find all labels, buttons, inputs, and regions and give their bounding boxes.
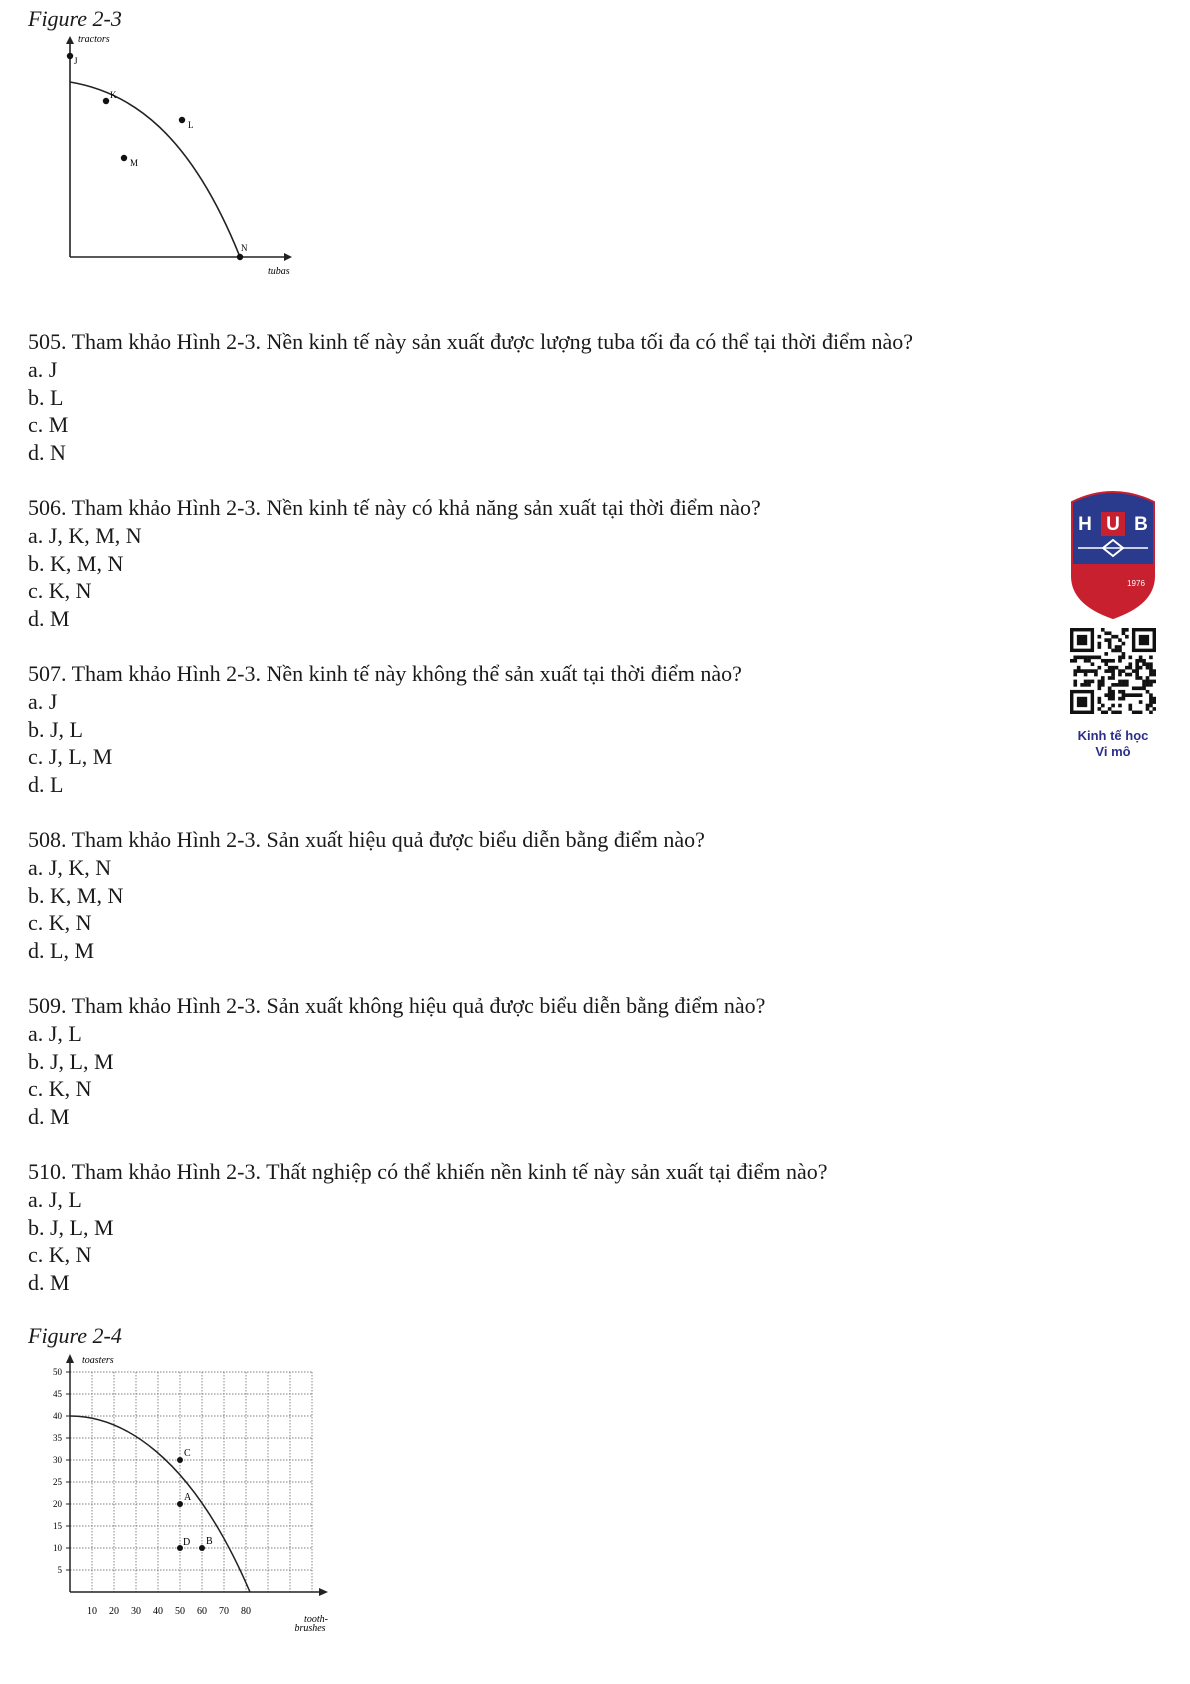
x-tick-label: 20 (109, 1606, 119, 1617)
point-B-label: B (206, 1536, 213, 1547)
point-K-label: K (110, 90, 117, 100)
question-507 (28, 660, 1048, 798)
question-text: 506. Tham khảo Hình 2-3. Nền kinh tế này có khả năng sản xuất tại thời điểm nào? (28, 495, 761, 520)
point-C-label: C (184, 1448, 191, 1459)
point-C (177, 1457, 183, 1463)
point-M-label: M (130, 158, 139, 168)
x-tick-label: 50 (175, 1606, 185, 1617)
y-tick-label: 15 (53, 1521, 62, 1531)
y-tick-label: 5 (57, 1565, 62, 1575)
option-b: b. J, L, M (28, 1214, 114, 1240)
y-axis-arrow-icon (66, 36, 74, 44)
point-D-label: D (183, 1537, 191, 1548)
x-axis-label-line2: brushes (294, 1623, 326, 1634)
y-tick-label: 10 (53, 1543, 62, 1553)
badge-title-line2: Vi mô (1095, 744, 1131, 759)
option-b: b. K, M, N (28, 550, 124, 576)
x-axis-arrow-icon (319, 1588, 328, 1596)
x-axis-label-line1: tooth- (304, 1614, 328, 1625)
question-510 (28, 1158, 1048, 1296)
ppf-curve (70, 82, 240, 257)
svg-text:U: U (1106, 514, 1120, 535)
x-tick-label: 70 (219, 1606, 229, 1617)
question-text: 510. Tham khảo Hình 2-3. Thất nghiệp có thể khiến nền kinh tế này sản xuất tại điểm nào? (28, 1159, 828, 1184)
point-J-label: J (74, 56, 78, 66)
point-K (103, 98, 109, 104)
y-axis-label: tractors (78, 34, 110, 45)
point-M (121, 155, 127, 161)
question-509 (28, 992, 1048, 1130)
figure-2-3-graph (60, 32, 300, 282)
y-tick-label: 40 (53, 1411, 62, 1421)
y-tick-label: 20 (53, 1499, 62, 1509)
question-text: 509. Tham khảo Hình 2-3. Sản xuất không hiệu quả được biểu diễn bằng điểm nào? (28, 993, 766, 1018)
point-A (177, 1501, 183, 1507)
option-d: d. M (28, 1269, 70, 1295)
point-N (237, 254, 243, 260)
labeled-points (177, 1448, 213, 1551)
point-J (67, 53, 73, 59)
option-d: d. L (28, 771, 64, 797)
hub-logo-icon (1068, 488, 1158, 620)
y-axis-arrow-icon (66, 1354, 74, 1363)
option-c: c. K, N (28, 910, 92, 936)
option-c: c. J, L, M (28, 744, 113, 770)
y-tick-label: 45 (53, 1389, 62, 1399)
question-text: 507. Tham khảo Hình 2-3. Nền kinh tế này không thể sản xuất tại thời điểm nào? (28, 661, 742, 686)
option-b: b. J, L, M (28, 1048, 114, 1074)
question-505 (28, 328, 1048, 466)
figure-2-4-title: Figure 2-4 (28, 1323, 122, 1348)
option-d: d. L, M (28, 937, 94, 963)
option-a: a. J (28, 689, 58, 714)
grid (70, 1372, 312, 1592)
option-a: a. J, L (28, 1021, 82, 1046)
option-c: c. K, N (28, 578, 92, 604)
option-a: a. J (28, 357, 58, 382)
question-text: 508. Tham khảo Hình 2-3. Sản xuất hiệu quả được biểu diễn bằng điểm nào? (28, 827, 705, 852)
point-B (199, 1545, 205, 1551)
figure-2-3-title: Figure 2-3 (28, 6, 122, 31)
option-d: d. N (28, 439, 66, 465)
x-tick-label: 30 (131, 1606, 141, 1617)
point-N-label: N (241, 243, 248, 253)
point-L (179, 117, 185, 123)
badge-title-line1: Kinh tế học (1077, 728, 1149, 743)
option-c: c. M (28, 412, 69, 438)
y-tick-label: 50 (53, 1367, 62, 1377)
x-tick-label: 40 (153, 1606, 163, 1617)
option-b: b. J, L (28, 716, 83, 742)
svg-text:H: H (1078, 514, 1092, 535)
x-tick-label: 80 (241, 1606, 251, 1617)
y-tick-label: 25 (53, 1477, 62, 1487)
question-506 (28, 494, 1048, 632)
option-d: d. M (28, 605, 70, 631)
svg-text:B: B (1134, 514, 1148, 535)
x-tick-label: 60 (197, 1606, 207, 1617)
x-axis-label: tubas (268, 266, 290, 277)
option-c: c. K, N (28, 1076, 92, 1102)
point-A-label: A (184, 1492, 192, 1503)
x-tick-label: 10 (87, 1606, 97, 1617)
option-a: a. J, K, M, N (28, 523, 142, 548)
x-axis-arrow-icon (284, 253, 292, 261)
question-508 (28, 826, 1048, 964)
y-axis-label: toasters (82, 1355, 114, 1366)
svg-text:1976: 1976 (1127, 579, 1145, 588)
qr-code-icon (1070, 628, 1156, 714)
option-d: d. M (28, 1103, 70, 1129)
option-a: a. J, L (28, 1187, 82, 1212)
option-c: c. K, N (28, 1242, 92, 1268)
option-b: b. K, M, N (28, 882, 124, 908)
point-L-label: L (188, 120, 194, 130)
tick-labels (53, 1367, 251, 1617)
y-tick-label: 35 (53, 1433, 62, 1443)
option-b: b. L (28, 384, 64, 410)
figure-2-4-graph (40, 1352, 340, 1632)
question-text: 505. Tham khảo Hình 2-3. Nền kinh tế này sản xuất được lượng tuba tối đa có thể tại thời điểm nào? (28, 329, 913, 354)
y-tick-label: 30 (53, 1455, 62, 1465)
option-a: a. J, K, N (28, 855, 112, 880)
